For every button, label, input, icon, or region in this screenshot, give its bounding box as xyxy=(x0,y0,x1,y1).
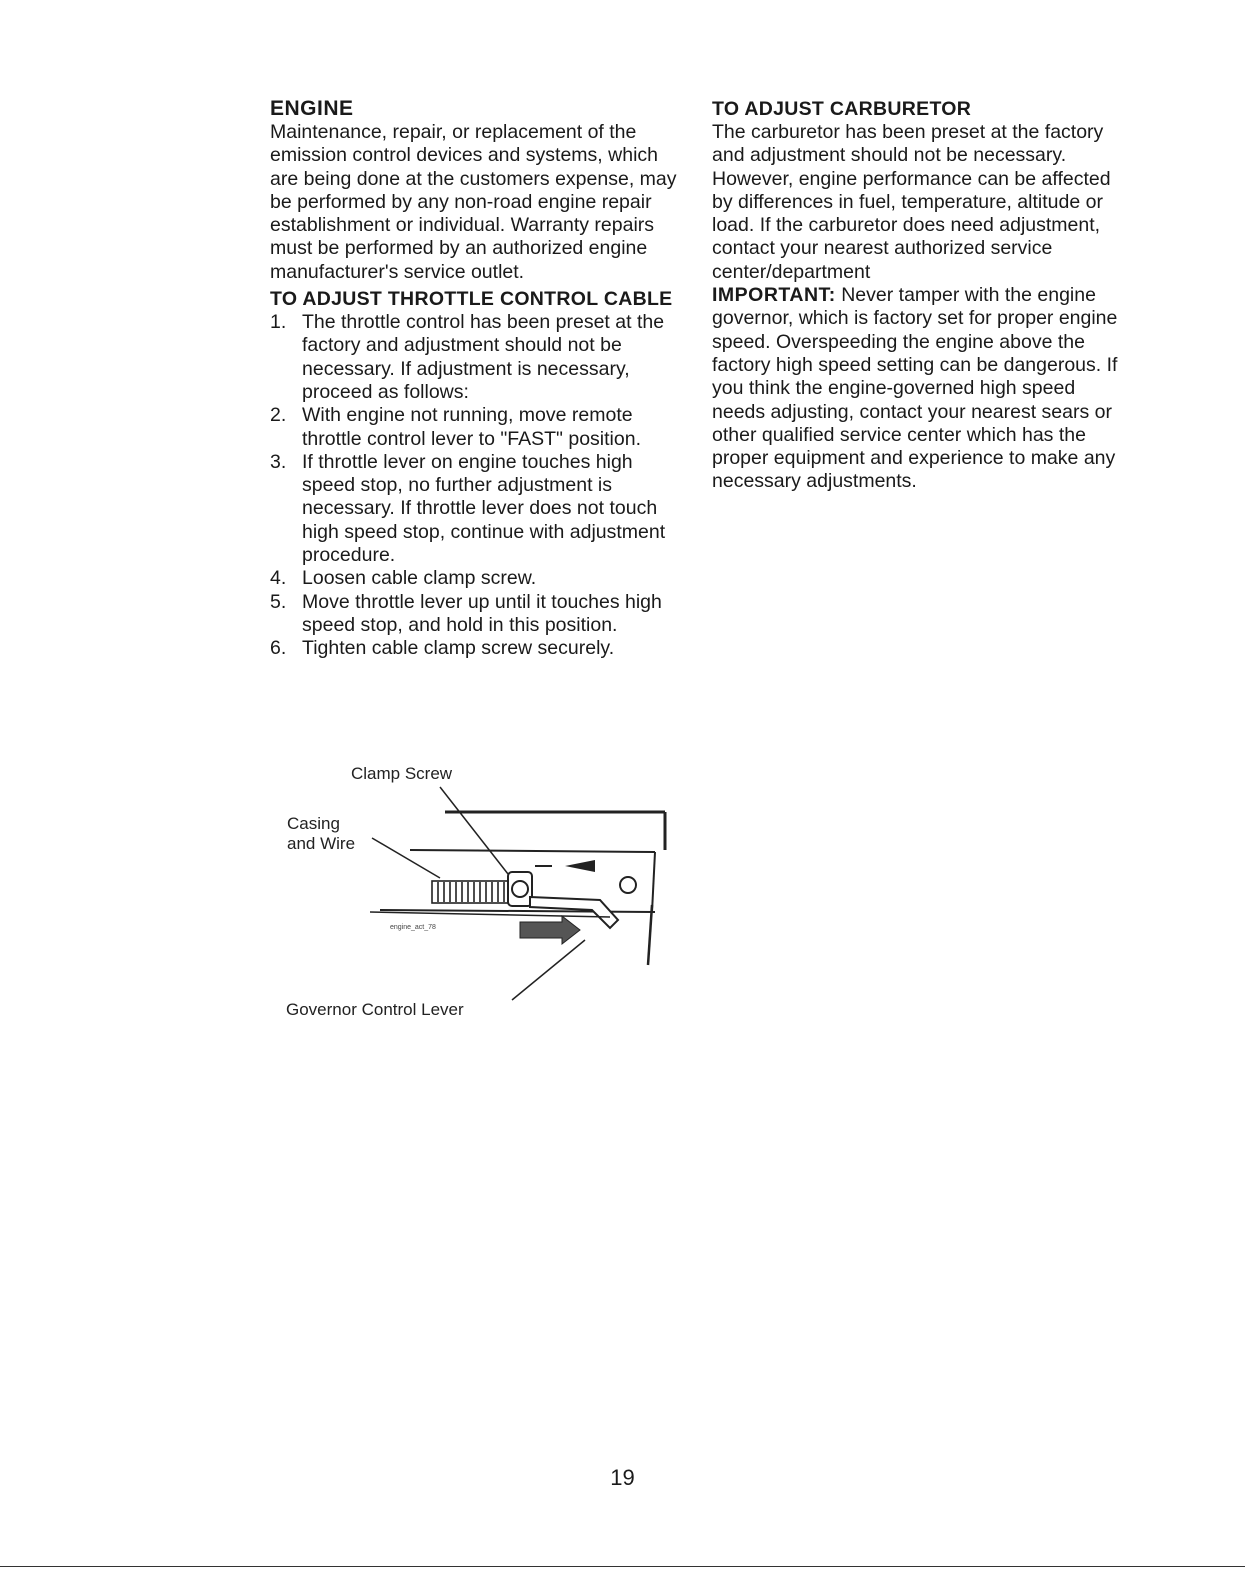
carburetor-body: The carburetor has been preset at the factory and adjustment should not be necessary. However, engine performance can be affected by differences in fuel, temperature, altitude or load. If the carburetor does need adjustment, contact your nearest authorized service center/department xyxy=(712,121,1111,283)
important-body: Never tamper with the engine governor, which is factory set for proper engine speed. Overspeeding the engine above the factory high speed setting can be dangerous. If you think the engine-governed high speed needs adjusting, contact your nearest sears or other qualified service center which has the proper equipment and experience to make any necessary adjustments. xyxy=(712,284,1118,493)
engine-paragraph: Maintenance, repair, or replacement of the emission control devices and systems, which are being done at the customers expense, may be performed by any non-road engine repair establishment or individual. Warranty repairs must be performed by an authorized engine manufacturer's service outlet. xyxy=(270,121,677,283)
label-and-wire: and Wire xyxy=(287,834,356,853)
carburetor-heading: TO ADJUST CARBURETOR xyxy=(712,98,972,120)
bottom-rule xyxy=(0,1566,1245,1567)
left-column xyxy=(270,97,690,661)
step-item xyxy=(270,567,690,590)
throttle-cable-figure xyxy=(280,760,680,1030)
label-clamp-screw: Clamp Screw xyxy=(351,764,453,783)
throttle-heading: TO ADJUST THROTTLE CONTROL CABLE xyxy=(270,288,673,311)
step-item xyxy=(270,637,690,660)
step-number: 5. xyxy=(270,590,287,613)
right-column xyxy=(712,97,1132,494)
step-text: Tighten cable clamp screw securely. xyxy=(302,637,615,660)
carburetor-paragraph xyxy=(712,121,1132,494)
step-number: 3. xyxy=(270,450,287,473)
step-text: The throttle control has been preset at the factory and adjustment should not be necessary. If adjustment is necessary, proceed as follows: xyxy=(302,311,665,403)
throttle-linkage-illustration xyxy=(280,760,680,1030)
important-label: IMPORTANT: xyxy=(712,284,836,307)
step-number: 6. xyxy=(270,637,287,660)
step-text: If throttle lever on engine touches high speed stop, no further adjustment is necessary. If throttle lever does not touch high speed stop, continue with adjustment procedure. xyxy=(302,450,666,567)
casing-spring xyxy=(432,881,512,903)
page-number: 19 xyxy=(610,1465,635,1490)
engine-heading: ENGINE xyxy=(270,97,354,120)
step-number: 1. xyxy=(270,311,287,334)
throttle-steps-list xyxy=(270,311,690,660)
step-text: Move throttle lever up until it touches high speed stop, and hold in this position. xyxy=(302,590,662,636)
step-item xyxy=(270,451,690,567)
step-number: 2. xyxy=(270,404,287,427)
step-item xyxy=(270,404,690,451)
step-text: With engine not running, move remote throttle control lever to "FAST" position. xyxy=(302,404,641,450)
figure-code: engine_act_78 xyxy=(390,924,436,931)
label-governor-control-lever: Governor Control Lever xyxy=(286,1000,464,1019)
step-text: Loosen cable clamp screw. xyxy=(302,567,537,590)
step-item xyxy=(270,591,690,638)
step-number: 4. xyxy=(270,567,287,590)
label-casing: Casing xyxy=(287,814,340,833)
step-item xyxy=(270,311,690,404)
